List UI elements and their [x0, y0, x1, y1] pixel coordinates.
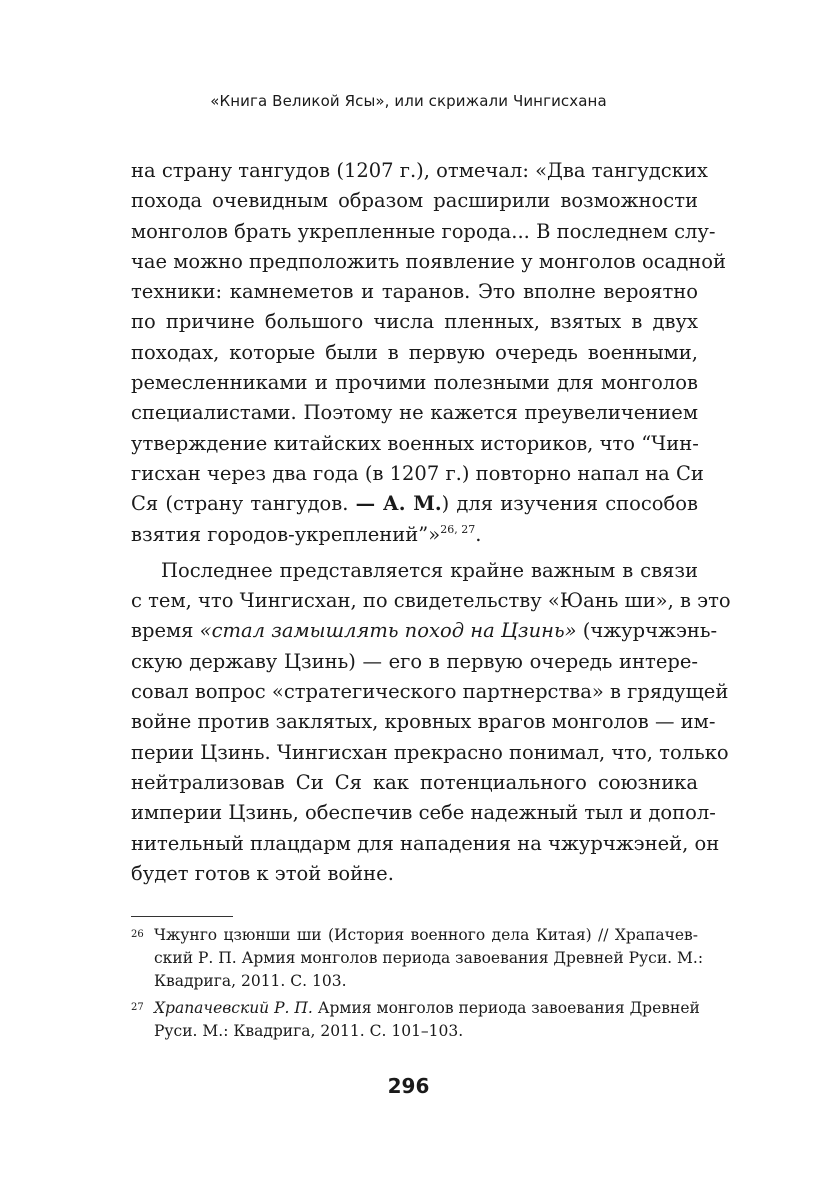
text-line: ремесленниками и прочими полезными для монголов [131, 371, 698, 395]
text-line [131, 489, 698, 519]
text-line: монголов брать укрепленные города... В последнем слу- [131, 219, 716, 243]
text-segment: время [131, 619, 200, 643]
footnote-number: 27 [131, 1002, 144, 1013]
text-segment: . [475, 522, 482, 546]
text-line: перии Цзинь. Чингисхан прекрасно понимал, что, только [131, 740, 729, 764]
quote-italic: «стал замышлять поход на Цзинь» [199, 619, 577, 643]
paragraph [131, 556, 731, 889]
footnote-ref[interactable]: 26, 27 [440, 522, 476, 536]
text-line: чае можно предположить появление у монголов осадной [131, 249, 727, 273]
footnote-author: Храпачевский Р. П. [154, 999, 313, 1017]
text-line: скую державу Цзинь) — его в первую очередь интере- [131, 649, 698, 673]
footnote-line: Квадрига, 2011. С. 103. [154, 972, 347, 990]
text-line: будет готов к этой войне. [131, 861, 394, 885]
footnote-27 [131, 997, 698, 1043]
footnote-line: ский Р. П. Армия монголов периода завоевания Древней Руси. М.: [154, 949, 704, 967]
text-segment: Армия монголов периода завоевания Древней [312, 999, 700, 1017]
text-line: техники: камнеметов и таранов. Это вполне вероятно [131, 280, 698, 304]
text-line: специалистами. Поэтому не кажется преувеличением [131, 401, 698, 425]
footnote-26 [131, 924, 704, 993]
footnote-line: Руси. М.: Квадрига, 2011. С. 101–103. [154, 1022, 464, 1040]
main-text [131, 156, 731, 889]
author-initials: — А. М. [355, 492, 442, 516]
paragraph [131, 156, 727, 550]
text-segment: (чжурчжэнь- [576, 619, 718, 643]
text-line: похода очевидным образом расширили возможности [131, 189, 698, 213]
text-line [131, 616, 718, 646]
text-segment: Ся (страну тангудов. [131, 492, 356, 516]
text-line: империи Цзинь, обеспечив себе надежный тыл и допол- [131, 801, 716, 825]
text-line: Последнее представляется крайне важным в связи [161, 558, 698, 582]
text-line: по причине большого числа пленных, взятых в двух [131, 310, 698, 334]
text-segment: ) для изучения способов [441, 492, 698, 516]
footnotes [131, 924, 704, 1047]
text-line: нейтрализовав Си Ся как потенциального союзника [131, 770, 698, 794]
text-line: нительный плацдарм для нападения на чжурчжэней, он [131, 831, 720, 855]
text-line: совал вопрос «стратегического партнерства» в грядущей [131, 680, 729, 704]
text-line: походах, которые были в первую очередь военными, [131, 340, 698, 364]
text-line: с тем, что Чингисхан, по свидетельству «Юань ши», в это [131, 589, 731, 613]
footnote-line [154, 997, 698, 1020]
page-number: 296 [387, 1074, 430, 1098]
text-line: гисхан через два года (в 1207 г.) повторно напал на Си [131, 461, 704, 485]
text-line [131, 520, 698, 550]
footnote-number: 26 [131, 929, 144, 940]
footnote-divider [131, 916, 233, 917]
text-line: войне против заклятых, кровных врагов монголов — им- [131, 710, 716, 734]
footnote-line: Чжунго цзюнши ши (История военного дела Китая) // Храпачев- [154, 926, 698, 944]
text-line: утверждение китайских военных историков, что “Чин- [131, 431, 699, 455]
text-line: на страну тангудов (1207 г.), отмечал: «Два тангудских [131, 159, 708, 182]
text-segment: взятия городов-укреплений”» [131, 522, 441, 546]
running-head: «Книга Великой Ясы», или скрижали Чингисхана [210, 92, 607, 110]
